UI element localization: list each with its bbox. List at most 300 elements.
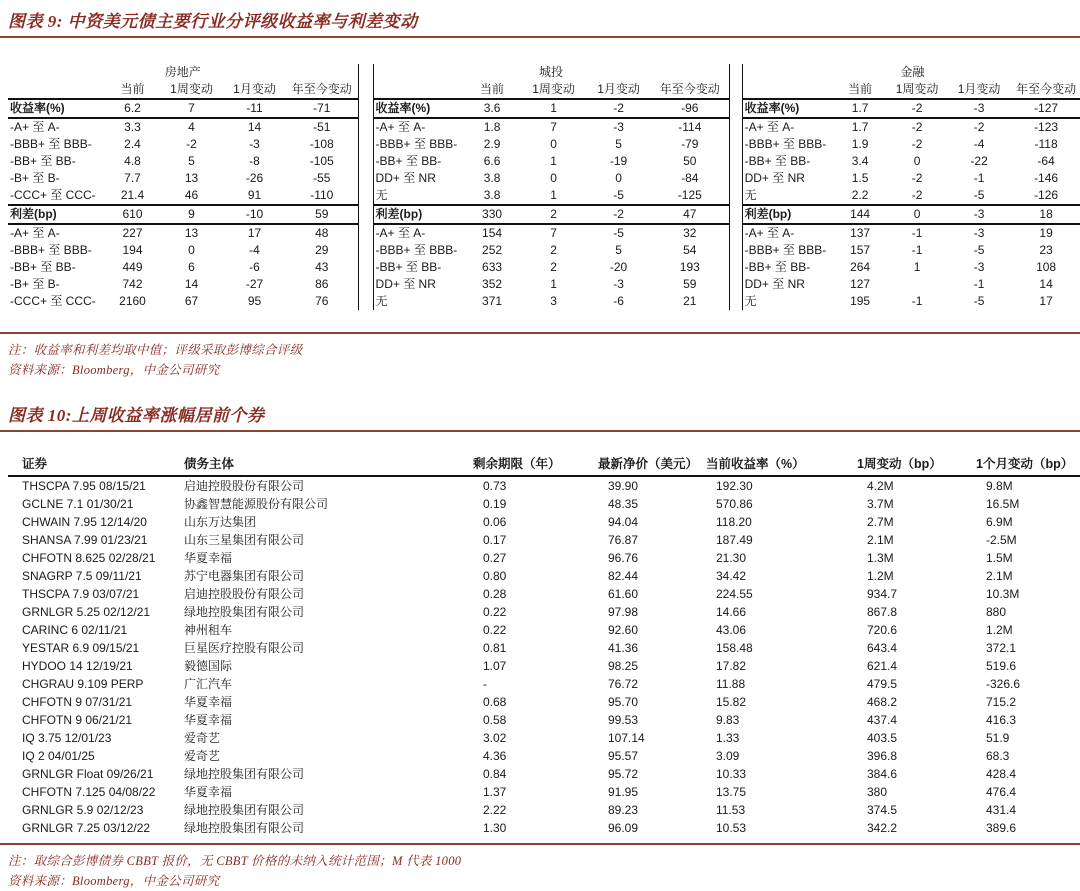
- col-header-1m: 1月变动: [223, 81, 286, 99]
- figure10-title: 图表 10:上周收益率涨幅居前个券: [8, 406, 265, 425]
- bond-yield: 224.55: [716, 587, 753, 601]
- yield-label: 收益率(%): [742, 99, 834, 118]
- bond-1m-change: 416.3: [986, 713, 1017, 727]
- bond-security: CHFOTN 8.625 02/28/21: [22, 551, 156, 565]
- cell: 1.9: [851, 137, 869, 151]
- spread-label: 利差(bp): [8, 205, 105, 224]
- bond-tenor: 3.02: [483, 731, 507, 745]
- bond-obligor: 苏宁电器集团有限公司: [184, 569, 305, 583]
- bond-obligor: 神州租车: [184, 623, 233, 637]
- bond-security: YESTAR 6.9 09/15/21: [22, 641, 140, 655]
- cell: 227: [122, 226, 143, 240]
- bond-1w-change: 396.8: [867, 749, 898, 763]
- col-header-tenor: 剩余期限（年）: [473, 454, 598, 476]
- bond-1m-change: 1.2M: [986, 623, 1013, 637]
- cell: 29: [315, 243, 329, 257]
- section-title: 房地产: [164, 65, 201, 79]
- rating-spread-row: [8, 293, 358, 310]
- figure9-panel-realestate: [8, 64, 359, 310]
- cell: -2: [186, 137, 197, 151]
- bond-yield: 13.75: [716, 785, 747, 799]
- bond-tenor: 1.37: [483, 785, 507, 799]
- bond-tenor: 2.22: [483, 803, 507, 817]
- spread-summary-row: [373, 205, 729, 224]
- cell: 3.3: [124, 120, 141, 134]
- cell: 742: [122, 277, 143, 291]
- spread-label: 利差(bp): [742, 205, 834, 224]
- bond-security: HYDOO 14 12/19/21: [22, 659, 133, 673]
- bond-tenor: 0.22: [483, 623, 507, 637]
- bond-row: [8, 765, 1080, 783]
- col-header-ytd: 年至今变动: [286, 81, 358, 99]
- rating-label: -A+ 至 A-: [744, 120, 795, 134]
- cell: 13: [184, 171, 199, 185]
- bond-security: SNAGRP 7.5 09/11/21: [22, 569, 142, 583]
- bond-obligor: 华夏幸福: [184, 713, 233, 727]
- cell: -5: [613, 188, 624, 202]
- cell: -123: [1034, 120, 1059, 134]
- cell: -1: [973, 277, 985, 291]
- spread-summary-row: [8, 205, 358, 224]
- bond-tenor: 0.06: [483, 515, 507, 529]
- cell: 195: [850, 294, 871, 308]
- cell: 127: [850, 277, 871, 291]
- cell: 610: [105, 205, 160, 224]
- cell: 59: [286, 205, 358, 224]
- bond-tenor: 0.17: [483, 533, 507, 547]
- rating-label: 无: [375, 188, 388, 202]
- bond-yield: 17.82: [716, 659, 747, 673]
- rating-spread-row: [8, 224, 358, 242]
- rating-spread-row: [742, 242, 1080, 259]
- cell: 86: [315, 277, 329, 291]
- bond-tenor: 0.81: [483, 641, 507, 655]
- cell: 3.8: [483, 188, 501, 202]
- bond-obligor: 爱奇艺: [184, 731, 221, 745]
- cell: 1.7: [851, 120, 869, 134]
- rating-label: -CCC+ 至 CCC-: [10, 188, 96, 202]
- bond-yield: 10.33: [716, 767, 747, 781]
- bond-security: IQ 3.75 12/01/23: [22, 731, 112, 745]
- bond-1w-change: 437.4: [867, 713, 898, 727]
- cell: 21.4: [120, 188, 145, 202]
- cell: 9: [160, 205, 223, 224]
- cell: 23: [1039, 243, 1053, 257]
- cell: -2: [973, 120, 985, 134]
- bond-tenor: 0.68: [483, 695, 507, 709]
- cell: 43: [315, 260, 329, 274]
- cell: 352: [482, 277, 503, 291]
- bond-1m-change: 880: [986, 605, 1007, 619]
- rating-label: -BBB+ 至 BBB-: [744, 243, 827, 257]
- rating-yield-row: [8, 153, 358, 170]
- bond-1m-change: 16.5M: [986, 497, 1020, 511]
- rating-spread-row: [373, 242, 729, 259]
- cell: 1.5: [851, 171, 869, 185]
- rating-label: -BBB+ 至 BBB-: [10, 243, 92, 257]
- bond-1m-change: 6.9M: [986, 515, 1013, 529]
- bond-price: 96.76: [608, 551, 639, 565]
- spread-summary-row: [742, 205, 1080, 224]
- rating-label: DD+ 至 NR: [375, 277, 436, 291]
- cell: 194: [122, 243, 143, 257]
- rating-spread-row: [373, 293, 729, 310]
- cell: -79: [681, 137, 699, 151]
- bond-obligor: 绿地控股集团有限公司: [184, 803, 305, 817]
- column-header-row: [742, 81, 1080, 99]
- cell: 59: [683, 277, 697, 291]
- cell: 14: [1039, 277, 1053, 291]
- cell: -51: [313, 120, 331, 134]
- bond-1m-change: 372.1: [986, 641, 1017, 655]
- cell: 1: [550, 188, 557, 202]
- cell: 76: [315, 294, 329, 308]
- cell: 0: [615, 171, 622, 185]
- bond-price: 99.53: [608, 713, 639, 727]
- bond-row: [8, 621, 1080, 639]
- col-header-current: 当前: [834, 81, 886, 99]
- bond-1w-change: 643.4: [867, 641, 898, 655]
- cell: -84: [681, 171, 699, 185]
- bond-1w-change: 2.7M: [867, 515, 894, 529]
- bond-1w-change: 403.5: [867, 731, 898, 745]
- cell: -26: [245, 171, 264, 185]
- section-title: 金融: [900, 65, 925, 79]
- figure10-notes: [0, 845, 1080, 891]
- rating-yield-row: [8, 170, 358, 187]
- bond-security: GRNLGR Float 09/26/21: [22, 767, 154, 781]
- rating-label: -BBB+ 至 BBB-: [375, 243, 458, 257]
- bond-obligor: 绿地控股集团有限公司: [184, 767, 305, 781]
- cell: 1.8: [483, 120, 501, 134]
- rating-yield-row: [742, 153, 1080, 170]
- rating-label: -CCC+ 至 CCC-: [10, 294, 96, 308]
- cell: 13: [184, 226, 199, 240]
- cell: -3: [613, 277, 624, 291]
- bond-row: [8, 693, 1080, 711]
- cell: 5: [615, 137, 622, 151]
- cell: -2: [586, 99, 651, 118]
- cell: [886, 276, 948, 293]
- bond-1w-change: 479.5: [867, 677, 898, 691]
- bond-1m-change: 1.5M: [986, 551, 1013, 565]
- rating-label: 无: [375, 294, 388, 308]
- cell: 5: [615, 243, 622, 257]
- bond-tenor: 0.73: [483, 479, 507, 493]
- cell: 1: [521, 99, 586, 118]
- bond-yield: 11.53: [716, 803, 746, 817]
- figure9-source: 资料来源：Bloomberg，中金公司研究: [8, 363, 220, 377]
- rating-label: -B+ 至 B-: [10, 277, 60, 291]
- rating-spread-row: [742, 259, 1080, 276]
- figure9-table: [0, 38, 1080, 310]
- cell: 6.6: [483, 154, 501, 168]
- rating-label: -BB+ 至 BB-: [10, 260, 76, 274]
- cell: 21: [683, 294, 697, 308]
- cell: 14: [184, 277, 199, 291]
- rating-label: -BB+ 至 BB-: [744, 154, 811, 168]
- bond-1w-change: 384.6: [867, 767, 898, 781]
- cell: 2.4: [124, 137, 141, 151]
- bond-tenor: 1.30: [483, 821, 507, 835]
- rating-spread-row: [8, 259, 358, 276]
- bond-1w-change: 720.6: [867, 623, 898, 637]
- section-title-row: [8, 64, 358, 81]
- rating-label: -A+ 至 A-: [10, 226, 60, 240]
- bond-security: CHWAIN 7.95 12/14/20: [22, 515, 147, 529]
- bond-tenor: 0.27: [483, 551, 507, 565]
- bond-1w-change: 4.2M: [867, 479, 894, 493]
- bond-1m-change: 476.4: [986, 785, 1017, 799]
- rating-label: -A+ 至 A-: [375, 226, 426, 240]
- bond-price: 98.25: [608, 659, 639, 673]
- section-title-row: [742, 64, 1080, 81]
- cell: 32: [683, 226, 697, 240]
- rating-label: -A+ 至 A-: [10, 120, 60, 134]
- cell: -4: [249, 243, 260, 257]
- cell: 137: [850, 226, 871, 240]
- cell: -5: [973, 294, 985, 308]
- rating-yield-row: [373, 136, 729, 153]
- bond-1w-change: 2.1M: [867, 533, 894, 547]
- bond-1w-change: 374.5: [867, 803, 898, 817]
- col-header-yield: 当前收益率（%）: [706, 454, 857, 476]
- cell: -3: [948, 99, 1010, 118]
- rating-spread-row: [742, 293, 1080, 310]
- cell: -27: [245, 277, 264, 291]
- bond-1m-change: 715.2: [986, 695, 1017, 709]
- bond-row: [8, 549, 1080, 567]
- bond-1w-change: 934.7: [867, 587, 898, 601]
- cell: -105: [309, 154, 334, 168]
- figure10-note: 注：取综合彭博债券 CBBT 报价，无 CBBT 价格的未纳入统计范围；M 代表 1000: [8, 854, 462, 868]
- cell: 48: [315, 226, 329, 240]
- col-header-1m: 1月变动: [948, 81, 1010, 99]
- bond-yield: 43.06: [716, 623, 747, 637]
- rating-label: -BBB+ 至 BBB-: [744, 137, 827, 151]
- bond-tenor: 0.22: [483, 605, 507, 619]
- bond-1m-change: 428.4: [986, 767, 1017, 781]
- row-label-header: [8, 81, 105, 99]
- bond-price: 76.72: [608, 677, 639, 691]
- bond-1w-change: 1.3M: [867, 551, 894, 565]
- rating-label: -BB+ 至 BB-: [744, 260, 811, 274]
- col-header-price: 最新净价（美元）: [598, 454, 706, 476]
- bond-yield: 15.82: [716, 695, 747, 709]
- cell: 46: [184, 188, 199, 202]
- cell: 0: [550, 171, 557, 185]
- rating-label: 无: [744, 294, 757, 308]
- bond-price: 95.70: [608, 695, 639, 709]
- bond-security: SHANSA 7.99 01/23/21: [22, 533, 148, 547]
- bond-obligor: 毅德国际: [184, 659, 233, 673]
- section-title: 城投: [539, 65, 564, 79]
- column-header-row: [8, 81, 358, 99]
- cell: 144: [834, 205, 886, 224]
- rating-spread-row: [742, 276, 1080, 293]
- bond-security: GCLNE 7.1 01/30/21: [22, 497, 134, 511]
- cell: 1.7: [834, 99, 886, 118]
- rating-yield-row: [8, 136, 358, 153]
- cell: -5: [973, 188, 985, 202]
- cell: 17: [1039, 294, 1053, 308]
- figure9-title: 图表 9: 中资美元债主要行业分评级收益率与利差变动: [8, 12, 418, 31]
- bond-tenor: 0.19: [483, 497, 507, 511]
- col-header-1w-change: 1周变动（bp）: [857, 454, 976, 476]
- cell: -126: [1034, 188, 1059, 202]
- bond-obligor: 巨星医疗控股有限公司: [184, 641, 305, 655]
- rating-yield-row: [8, 118, 358, 136]
- bond-tenor: 0.58: [483, 713, 507, 727]
- cell: -20: [609, 260, 628, 274]
- bond-yield: 118.20: [716, 515, 752, 529]
- cell: 18: [1010, 205, 1080, 224]
- bond-1m-change: 51.9: [986, 731, 1010, 745]
- cell: -3: [948, 205, 1010, 224]
- figure9-panel-financial: [742, 64, 1080, 310]
- bond-obligor: 华夏幸福: [184, 695, 233, 709]
- bond-price: 92.60: [608, 623, 639, 637]
- rating-yield-row: [742, 136, 1080, 153]
- rating-label: DD+ 至 NR: [375, 171, 436, 185]
- bond-security: THSCPA 7.95 08/15/21: [22, 479, 146, 493]
- rating-label: DD+ 至 NR: [744, 277, 805, 291]
- col-header-1w: 1周变动: [886, 81, 948, 99]
- cell: 1: [550, 154, 557, 168]
- bond-security: GRNLGR 7.25 03/12/22: [22, 821, 151, 835]
- col-header-ytd: 年至今变动: [1010, 81, 1080, 99]
- cell: 5: [188, 154, 195, 168]
- bond-row: [8, 711, 1080, 729]
- bond-1m-change: 10.3M: [986, 587, 1020, 601]
- bond-1m-change: 519.6: [986, 659, 1017, 673]
- cell: -8: [249, 154, 260, 168]
- rating-yield-row: [373, 153, 729, 170]
- cell: -3: [249, 137, 260, 151]
- rating-spread-row: [373, 276, 729, 293]
- bond-obligor: 爱奇艺: [184, 749, 221, 763]
- bond-1w-change: 342.2: [867, 821, 898, 835]
- cell: 14: [247, 120, 262, 134]
- cell: -108: [309, 137, 334, 151]
- cell: 2.2: [851, 188, 869, 202]
- figure9-note: 注：收益率和利差均取中值；评级采取彭博综合评级: [8, 343, 303, 357]
- cell: 2.9: [483, 137, 501, 151]
- bond-1m-change: 68.3: [986, 749, 1010, 763]
- bond-row: [8, 639, 1080, 657]
- bond-row: [8, 801, 1080, 819]
- bond-obligor: 华夏幸福: [184, 785, 233, 799]
- yield-label: 收益率(%): [8, 99, 105, 118]
- bond-header-row: [8, 454, 1080, 476]
- bond-row: [8, 657, 1080, 675]
- cell: -2: [911, 188, 923, 202]
- spread-label: 利差(bp): [373, 205, 463, 224]
- col-header-ytd: 年至今变动: [651, 81, 729, 99]
- rating-spread-row: [8, 242, 358, 259]
- cell: -64: [1037, 154, 1055, 168]
- rating-yield-row: [8, 187, 358, 205]
- yield-label: 收益率(%): [373, 99, 463, 118]
- cell: -6: [249, 260, 260, 274]
- cell: 2160: [119, 294, 146, 308]
- cell: 264: [850, 260, 871, 274]
- bond-price: 41.36: [608, 641, 639, 655]
- col-header-1w: 1周变动: [521, 81, 586, 99]
- rating-label: -B+ 至 B-: [10, 171, 60, 185]
- col-header-security: 证券: [8, 454, 184, 476]
- cell: -2: [911, 120, 923, 134]
- bond-yield: 187.49: [716, 533, 753, 547]
- cell: -10: [223, 205, 286, 224]
- bond-price: 107.14: [608, 731, 645, 745]
- bond-1m-change: 2.1M: [986, 569, 1013, 583]
- cell: -55: [313, 171, 331, 185]
- bond-obligor: 绿地控股集团有限公司: [184, 605, 305, 619]
- cell: 330: [463, 205, 521, 224]
- rating-label: -BB+ 至 BB-: [375, 260, 442, 274]
- cell: 95: [247, 294, 262, 308]
- cell: 108: [1036, 260, 1057, 274]
- cell: -11: [223, 99, 286, 118]
- rating-label: DD+ 至 NR: [744, 171, 805, 185]
- cell: -5: [973, 243, 985, 257]
- cell: 3: [550, 294, 557, 308]
- cell: 2: [550, 260, 557, 274]
- bond-obligor: 广汇汽车: [184, 677, 233, 691]
- cell: 4.8: [124, 154, 141, 168]
- bond-tenor: 4.36: [483, 749, 507, 763]
- cell: -1: [911, 226, 923, 240]
- cell: 449: [122, 260, 143, 274]
- bond-1m-change: -326.6: [986, 677, 1021, 691]
- cell: 1: [913, 260, 921, 274]
- rating-label: -BB+ 至 BB-: [10, 154, 76, 168]
- bond-yield: 9.83: [716, 713, 740, 727]
- yield-summary-row: [373, 99, 729, 118]
- cell: -4: [973, 137, 985, 151]
- yield-summary-row: [8, 99, 358, 118]
- bond-1w-change: 380: [867, 785, 888, 799]
- cell: 2: [550, 243, 557, 257]
- bond-security: THSCPA 7.9 03/07/21: [22, 587, 140, 601]
- bond-tenor: -: [483, 677, 487, 691]
- cell: -3: [973, 226, 985, 240]
- cell: 1: [550, 277, 557, 291]
- bond-row: [8, 585, 1080, 603]
- col-header-current: 当前: [463, 81, 521, 99]
- bond-1w-change: 621.4: [867, 659, 898, 673]
- cell: 6.2: [105, 99, 160, 118]
- cell: -19: [609, 154, 628, 168]
- rating-spread-row: [373, 259, 729, 276]
- cell: 47: [651, 205, 729, 224]
- bond-row: [8, 476, 1080, 495]
- cell: 54: [683, 243, 697, 257]
- bond-obligor: 启迪控股股份有限公司: [184, 479, 305, 493]
- row-label-header: [742, 81, 834, 99]
- cell: -114: [678, 120, 702, 134]
- bond-yield: 570.86: [716, 497, 753, 511]
- bond-yield: 1.33: [716, 731, 740, 745]
- row-label-header: [373, 81, 463, 99]
- cell: 91: [247, 188, 262, 202]
- bond-tenor: 0.84: [483, 767, 507, 781]
- bond-1w-change: 3.7M: [867, 497, 894, 511]
- rating-label: -BBB+ 至 BBB-: [10, 137, 92, 151]
- cell: -2: [586, 205, 651, 224]
- cell: -3: [613, 120, 624, 134]
